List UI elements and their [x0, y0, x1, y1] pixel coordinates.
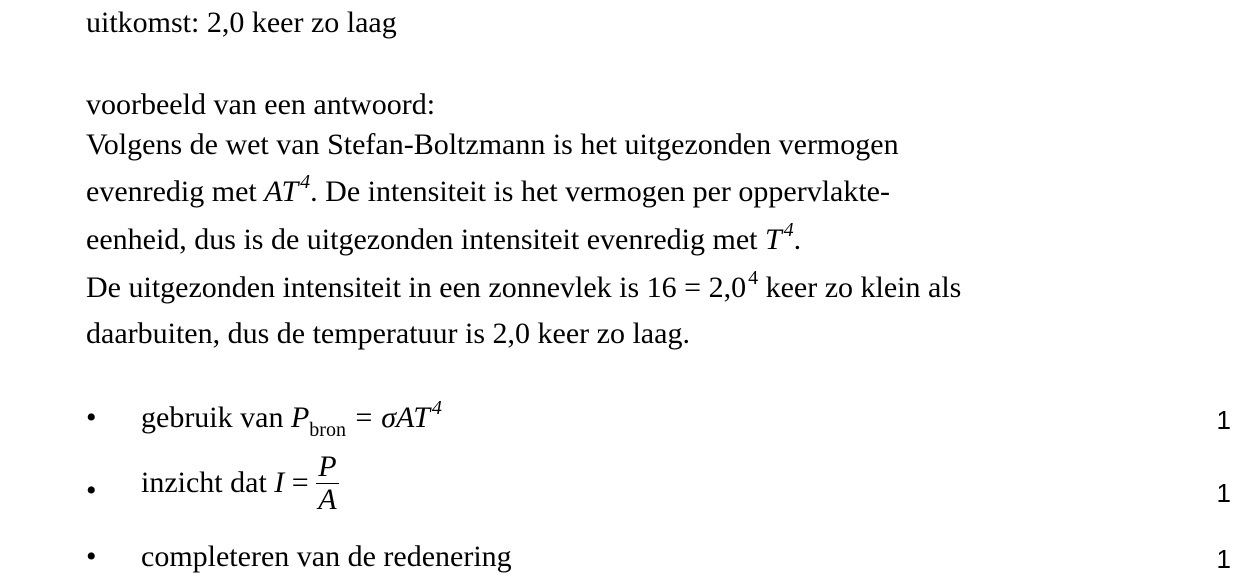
- formula-P-rhs: = σAT: [345, 401, 430, 434]
- formula-P-bron: [290, 397, 442, 441]
- answer-line-4-pre: De uitgezonden intensiteit in een zonnevlek is: [86, 271, 647, 304]
- answer-line-3-pre: eenheid, dus is de uitgezonden intensiteit evenredig met: [86, 223, 765, 256]
- formula-P-var: P: [290, 401, 310, 434]
- formula-AT4-base: AT: [264, 175, 299, 208]
- formula-I-equals: =: [284, 465, 317, 499]
- criterion-1-pre: gebruik van: [141, 401, 291, 434]
- criterion-3-text: completeren van de redenering: [141, 540, 512, 573]
- answer-line-3: [86, 219, 802, 256]
- example-heading: voorbeeld van een antwoord:: [86, 88, 436, 121]
- formula-AT4-exponent: 4: [300, 171, 311, 193]
- bullet-3: •: [86, 540, 97, 573]
- formula-T4-exponent: 4: [783, 219, 794, 241]
- bullet-2: •: [86, 474, 97, 507]
- formula-AT4: [264, 171, 311, 208]
- answer-line-4-post: keer zo klein als: [758, 271, 962, 304]
- fraction-numerator: P: [318, 450, 337, 483]
- criterion-3-score: 1: [1216, 544, 1231, 574]
- criterion-2-text: [141, 450, 339, 517]
- answer-line-2: [86, 171, 890, 208]
- formula-P-exponent: 4: [431, 397, 442, 419]
- outcome-line: uitkomst: 2,0 keer zo laag: [86, 6, 397, 39]
- formula-T4: [764, 219, 794, 256]
- criterion-2-pre: inzicht dat: [141, 465, 275, 499]
- formula-16-base: 16 = 2,0: [646, 271, 747, 304]
- formula-I-lhs: I: [274, 465, 285, 499]
- criterion-2-score: 1: [1216, 478, 1231, 508]
- criterion-1-score: 1: [1216, 405, 1231, 435]
- answer-line-2-pre: evenredig met: [86, 175, 265, 208]
- fraction-denominator: A: [318, 482, 337, 516]
- bullet-1: •: [86, 401, 97, 434]
- formula-16-exponent: 4: [748, 267, 759, 289]
- formula-T4-base: T: [764, 223, 782, 256]
- answer-line-5: daarbuiten, dus de temperatuur is 2,0 keer zo laag.: [86, 317, 690, 350]
- formula-16-equals: [646, 267, 759, 304]
- criterion-1-text: [141, 397, 442, 441]
- fraction-P-over-A: [316, 451, 338, 515]
- answer-line-4: [86, 267, 962, 304]
- answer-line-2-post: . De intensiteit is het vermogen per oppervlakte-: [310, 175, 890, 208]
- answer-line-1: Volgens de wet van Stefan-Boltzmann is het uitgezonden vermogen: [86, 128, 899, 161]
- answer-line-3-post: .: [793, 223, 802, 256]
- formula-P-subscript: bron: [309, 419, 346, 441]
